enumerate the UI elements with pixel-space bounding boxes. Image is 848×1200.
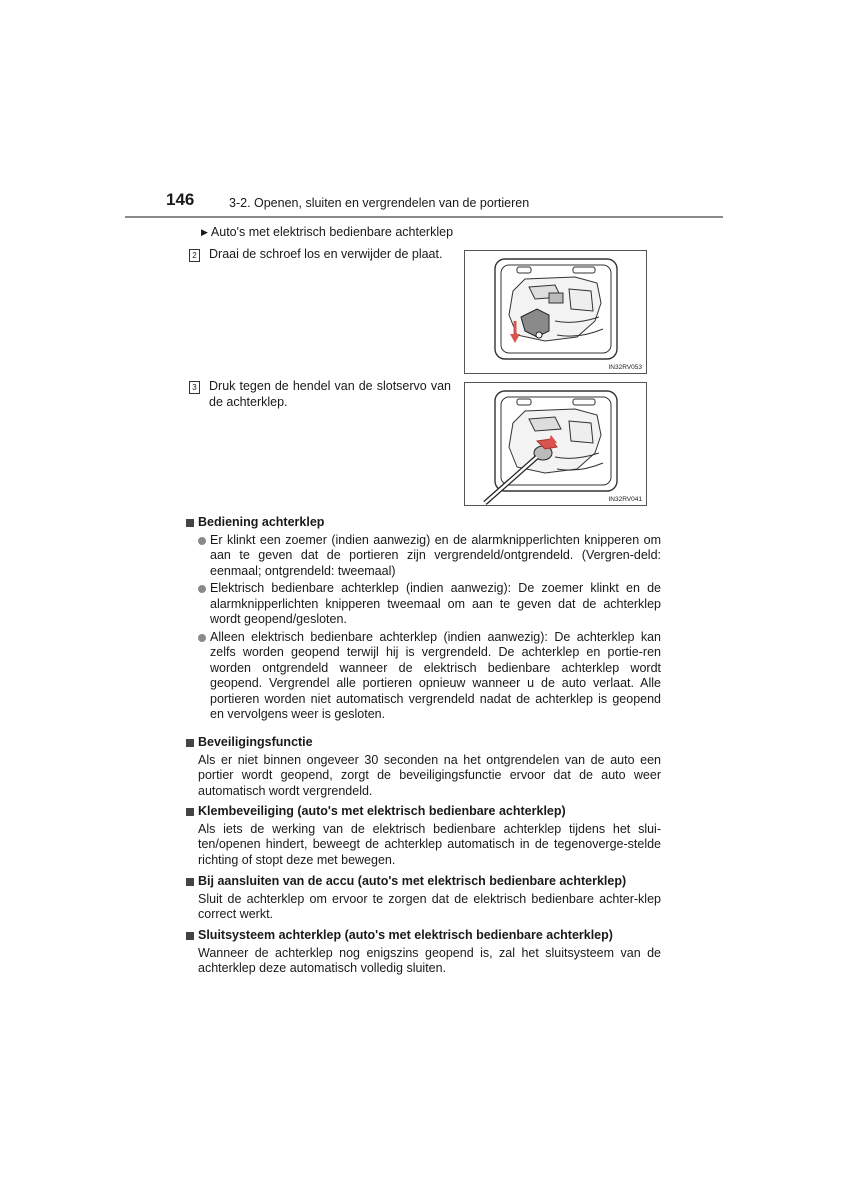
section-text: Als iets de werking van de elektrisch bedienbare achterklep tijdens het slui-ten/openen hindert, beweegt de achterklep automatisch in de tegenoverge-stelde richting of stopt deze met bewegen. <box>198 821 661 867</box>
circle-bullet-icon <box>198 585 206 593</box>
tailgate-plate-illustration <box>465 251 646 373</box>
triangle-right-icon: ▶ <box>201 227 208 237</box>
figure-code: IN32RV041 <box>608 496 642 503</box>
bullet-item: Er klinkt een zoemer (indien aanwezig) en de alarmknipperlichten knipperen om aan te geven dat de portieren zijn vergrendeld/ontgrendeld. (Vergren-deld: eenmaal; ontgrendeld: tweemaal) <box>186 533 661 580</box>
figure-push-lever <box>464 382 647 506</box>
section-text: Wanneer de achterklep nog enigszins geopend is, zal het sluitsysteem van de achterklep deze automatisch volledig sluiten. <box>198 945 661 975</box>
section-heading: Beveiligingsfunctie <box>186 735 661 751</box>
page-number: 146 <box>166 190 195 209</box>
square-bullet-icon <box>186 739 194 747</box>
square-bullet-icon <box>186 519 194 527</box>
square-bullet-icon <box>186 932 194 940</box>
circle-bullet-icon <box>198 537 206 545</box>
square-bullet-icon <box>186 808 194 816</box>
section-text: Als er niet binnen ongeveer 30 seconden na het ontgrendelen van de auto een portier wordt geopend, zorgt de beveiligingsfunctie ervoor dat de auto weer automatisch wordt vergrendeld. <box>198 752 661 798</box>
step-3 <box>189 379 451 410</box>
section-aansluiten-accu <box>186 874 661 923</box>
section-beveiligingsfunctie <box>186 735 661 799</box>
circle-bullet-icon <box>198 634 206 642</box>
section-heading: Sluitsysteem achterklep (auto's met elektrisch bedienbare achterklep) <box>186 928 661 944</box>
section-text: Sluit de achterklep om ervoor te zorgen dat de elektrisch bedienbare achter-klep correct werkt. <box>198 891 661 921</box>
bullet-item: Elektrisch bedienbare achterklep (indien aanwezig): De zoemer klinkt en de alarmknipperlichten knipperen tweemaal om aan te geven dat de achterklep wordt geopend/gesloten. <box>186 581 661 628</box>
condition-text: Auto's met elektrisch bedienbare achterklep <box>210 225 454 239</box>
section-heading: Klembeveiliging (auto's met elektrisch bedienbare achterklep) <box>186 804 661 820</box>
section-heading: Bij aansluiten van de accu (auto's met elektrisch bedienbare achterklep) <box>186 874 661 890</box>
step-text: Draai de schroef los en verwijder de plaat. <box>209 247 443 261</box>
header-rule <box>125 216 723 218</box>
step-2 <box>189 247 451 263</box>
square-bullet-icon <box>186 878 194 886</box>
step-number-box: 3 <box>189 381 200 394</box>
lock-servo-illustration <box>465 383 646 505</box>
section-klembeveiliging <box>186 804 661 868</box>
step-text: Druk tegen de hendel van de slotservo van de achterklep. <box>209 379 451 409</box>
section-heading: Bediening achterklep <box>186 515 661 531</box>
section-bediening-achterklep <box>186 515 661 723</box>
figure-remove-plate <box>464 250 647 374</box>
condition-line <box>201 225 453 239</box>
step-number-box: 2 <box>189 249 200 262</box>
section-sluitsysteem <box>186 928 661 977</box>
figure-code: IN32RV053 <box>608 364 642 371</box>
chapter-title: 3-2. Openen, sluiten en vergrendelen van de portieren <box>229 196 530 210</box>
bullet-item: Alleen elektrisch bedienbare achterklep (indien aanwezig): De achterklep kan zelfs worden geopend terwijl hij is vergrendeld. De achterklep en portie-ren worden ontgrendeld wanneer de elektrisch bedienbare achterklep wordt geopend. Vergrendel alle portieren opnieuw wanneer u de auto verlaat. Alle portieren worden niet automatisch vergrendeld nadat de achterklep is geopend en vervolgens weer is gesloten. <box>186 630 661 723</box>
